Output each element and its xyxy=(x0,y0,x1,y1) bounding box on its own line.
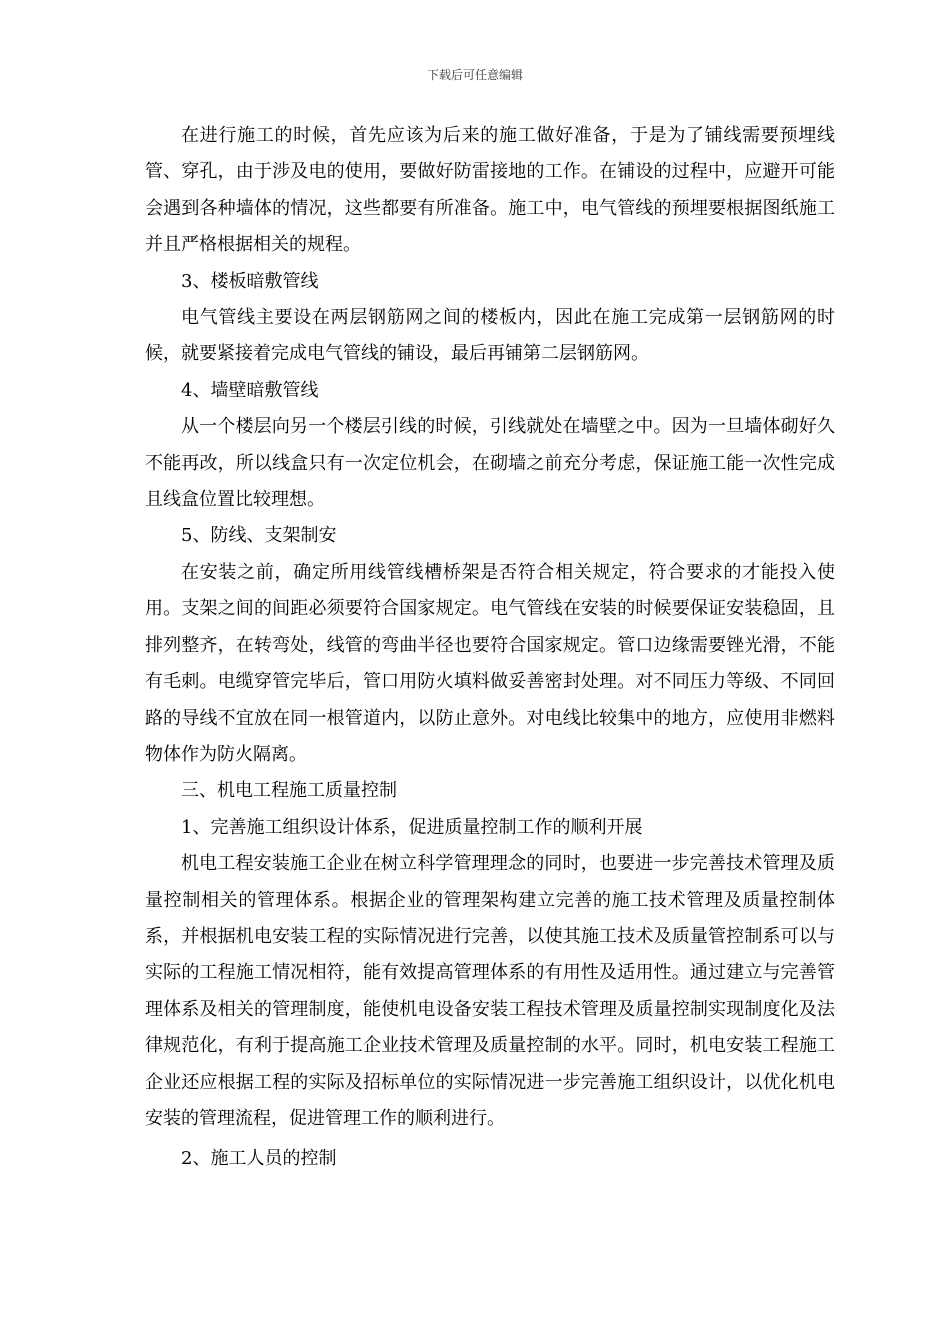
heading-organization-design: 1、完善施工组织设计体系，促进质量控制工作的顺利开展 xyxy=(181,816,643,838)
paragraph-preparation: 在进行施工的时候，首先应该为后来的施工做好准备，于是为了铺线需要预埋线管、穿孔，由于涉及电的使用，要做好防雷接地的工作。在铺设的过程中，应避开可能会遇到各种墙体的情况，这些都要有所准备。施工中，电气管线的预埋要根据图纸施工并且严格根据相关的规程。 xyxy=(145,125,835,256)
heading-personnel-control: 2、施工人员的控制 xyxy=(181,1148,337,1170)
heading-floor-conduit: 3、楼板暗敷管线 xyxy=(181,270,319,292)
paragraph-floor-conduit: 电气管线主要设在两层钢筋网之间的楼板内，因此在施工完成第一层钢筋网的时候，就要紧接着完成电气管线的铺设，最后再铺第二层钢筋网。 xyxy=(145,307,835,365)
heading-wall-conduit: 4、墙壁暗敷管线 xyxy=(181,379,319,401)
page-header: 下载后可任意编辑 xyxy=(426,68,523,82)
heading-quality-control: 三、机电工程施工质量控制 xyxy=(181,780,397,802)
paragraph-organization-design: 机电工程安装施工企业在树立科学管理理念的同时，也要进一步完善技术管理及质量控制相关的管理体系。根据企业的管理架构建立完善的施工技术管理及质量控制体系，并根据机电安装工程的实际情况进行完善，以使其施工技术及质量管控制系可以与实际的工程施工情况相符，能有效提高管理体系的有用性及适用性。通过建立与完善管理体系及相关的管理制度，能使机电设备安装工程技术管理及质量控制实现制度化及法律规范化，有利于提高施工企业技术管理及质量控制的水平。同时，机电安装工程施工企业还应根据工程的实际及招标单位的实际情况进一步完善施工组织设计，以优化机电安装的管理流程，促进管理工作的顺利进行。 xyxy=(145,853,835,1129)
document-body xyxy=(145,118,835,1178)
paragraph-wall-conduit: 从一个楼层向另一个楼层引线的时候，引线就处在墙壁之中。因为一旦墙体砌好久不能再改，所以线盒只有一次定位机会，在砌墙之前充分考虑，保证施工能一次性完成且线盒位置比较理想。 xyxy=(145,416,835,511)
heading-bracket-install: 5、防线、支架制安 xyxy=(181,525,337,547)
paragraph-bracket-install: 在安装之前，确定所用线管线槽桥架是否符合相关规定，符合要求的才能投入使用。支架之间的间距必须要符合国家规定。电气管线在安装的时候要保证安装稳固，且排列整齐，在转弯处，线管的弯曲半径也要符合国家规定。管口边缘需要锉光滑，不能有毛刺。电缆穿管完毕后，管口用防火填料做妥善密封处理。对不同压力等级、不同回路的导线不宜放在同一根管道内，以防止意外。对电线比较集中的地方，应使用非燃料物体作为防火隔离。 xyxy=(145,561,835,765)
